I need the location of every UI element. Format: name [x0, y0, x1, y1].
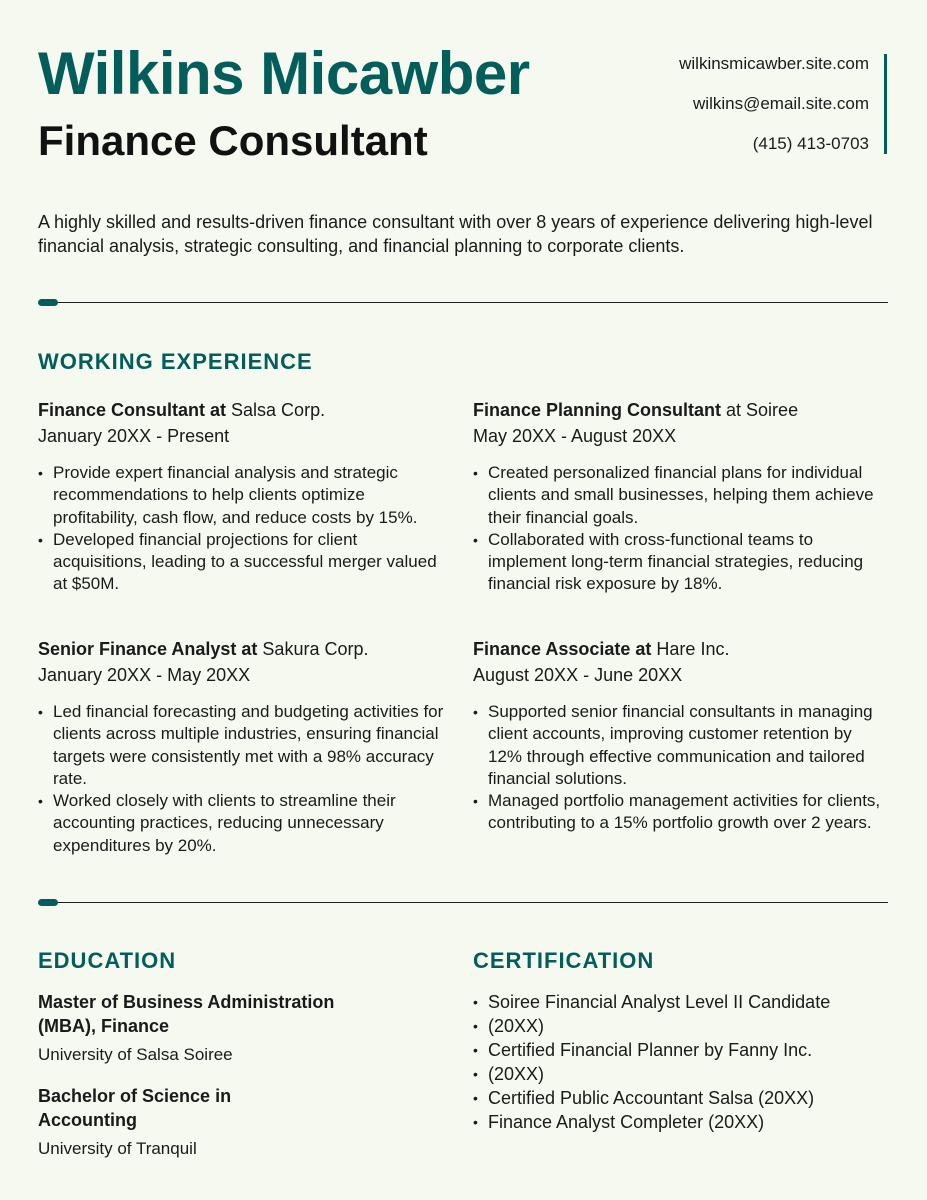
contact-phone[interactable]: (415) 413-0703 — [752, 134, 869, 153]
contact-email[interactable]: wilkins@email.site.com — [693, 94, 869, 113]
job-company: at Soiree — [726, 400, 799, 420]
certification-heading: CERTIFICATION — [473, 948, 655, 973]
job-entry — [473, 398, 883, 596]
job-bullets — [38, 462, 448, 596]
job-bullets — [38, 701, 448, 857]
candidate-role: Finance Consultant — [38, 117, 428, 164]
job-dates: August 20XX - June 20XX — [473, 665, 683, 685]
job-company: Sakura Corp. — [262, 639, 369, 659]
contact-block — [679, 54, 887, 154]
job-title — [38, 637, 448, 661]
job-dates: January 20XX - May 20XX — [38, 665, 251, 685]
job-entry — [38, 398, 448, 596]
education-degree: Master of Business Administration (MBA), Finance — [38, 992, 335, 1036]
list-item: • Worked closely with clients to streamline their accounting practices, reducing unnecessary expenditures by 20%. — [38, 790, 448, 857]
education-list — [38, 990, 368, 1178]
job-bullets — [473, 462, 883, 596]
list-item: • Developed financial projections for client acquisitions, leading to a successful merger valued at $50M. — [38, 529, 448, 596]
job-title — [473, 637, 883, 661]
list-item: • Soiree Financial Analyst Level II Candidate — [473, 990, 873, 1014]
divider-line — [38, 302, 888, 303]
education-heading: EDUCATION — [38, 948, 177, 973]
job-title — [473, 398, 883, 422]
list-item: • (20XX) — [473, 1014, 873, 1038]
list-item: • (20XX) — [473, 1062, 873, 1086]
candidate-name: Wilkins Micawber — [38, 40, 530, 107]
list-item: • Created personalized financial plans for individual clients and small businesses, helping them achieve their financial goals. — [473, 462, 883, 529]
job-company: Hare Inc. — [656, 639, 730, 659]
job-title — [38, 398, 448, 422]
divider-accent — [38, 299, 58, 306]
certification-bullets — [473, 990, 873, 1134]
list-item: • Collaborated with cross-functional teams to implement long-term financial strategies, reducing financial risk exposure by 18%. — [473, 529, 883, 596]
divider-line — [38, 902, 888, 903]
list-item: • Led financial forecasting and budgeting activities for clients across multiple industries, ensuring financial targets were consistently met with a 98% accuracy rate. — [38, 701, 448, 790]
list-item: • Finance Analyst Completer (20XX) — [473, 1110, 873, 1134]
list-item: • Certified Public Accountant Salsa (20XX) — [473, 1086, 873, 1110]
divider-accent — [38, 899, 58, 906]
experience-heading: WORKING EXPERIENCE — [38, 349, 313, 374]
job-dates: May 20XX - August 20XX — [473, 426, 677, 446]
section-divider — [38, 898, 888, 908]
job-position: Finance Associate at — [473, 639, 652, 659]
list-item: • Supported senior financial consultants in managing client accounts, improving customer retention by 12% through effective communication and tailored financial solutions. — [473, 701, 883, 790]
list-item: • Managed portfolio management activities for clients, contributing to a 15% portfolio growth over 2 years. — [473, 790, 883, 835]
job-company: Salsa Corp. — [231, 400, 326, 420]
list-item: • Certified Financial Planner by Fanny Inc. — [473, 1038, 873, 1062]
job-position: Finance Planning Consultant — [473, 400, 722, 420]
section-divider — [38, 298, 888, 308]
job-entry — [38, 637, 448, 857]
education-degree: Bachelor of Science in Accounting — [38, 1086, 232, 1130]
list-item: • Provide expert financial analysis and strategic recommendations to help clients optimize profitability, cash flow, and reduce costs by 15%. — [38, 462, 448, 529]
job-position: Finance Consultant at — [38, 400, 227, 420]
contact-website[interactable]: wilkinsmicawber.site.com — [679, 54, 869, 73]
job-dates: January 20XX - Present — [38, 426, 230, 446]
profile-summary: A highly skilled and results-driven finance consultant with over 8 years of experience delivering high-level financial analysis, strategic consulting, and financial planning to corporate clients. — [38, 212, 873, 256]
job-position: Senior Finance Analyst at — [38, 639, 258, 659]
education-school: University of Tranquil — [38, 1139, 197, 1158]
job-entry — [473, 637, 883, 835]
job-bullets — [473, 701, 883, 835]
education-school: University of Salsa Soiree — [38, 1045, 233, 1064]
certification-list — [473, 990, 873, 1134]
